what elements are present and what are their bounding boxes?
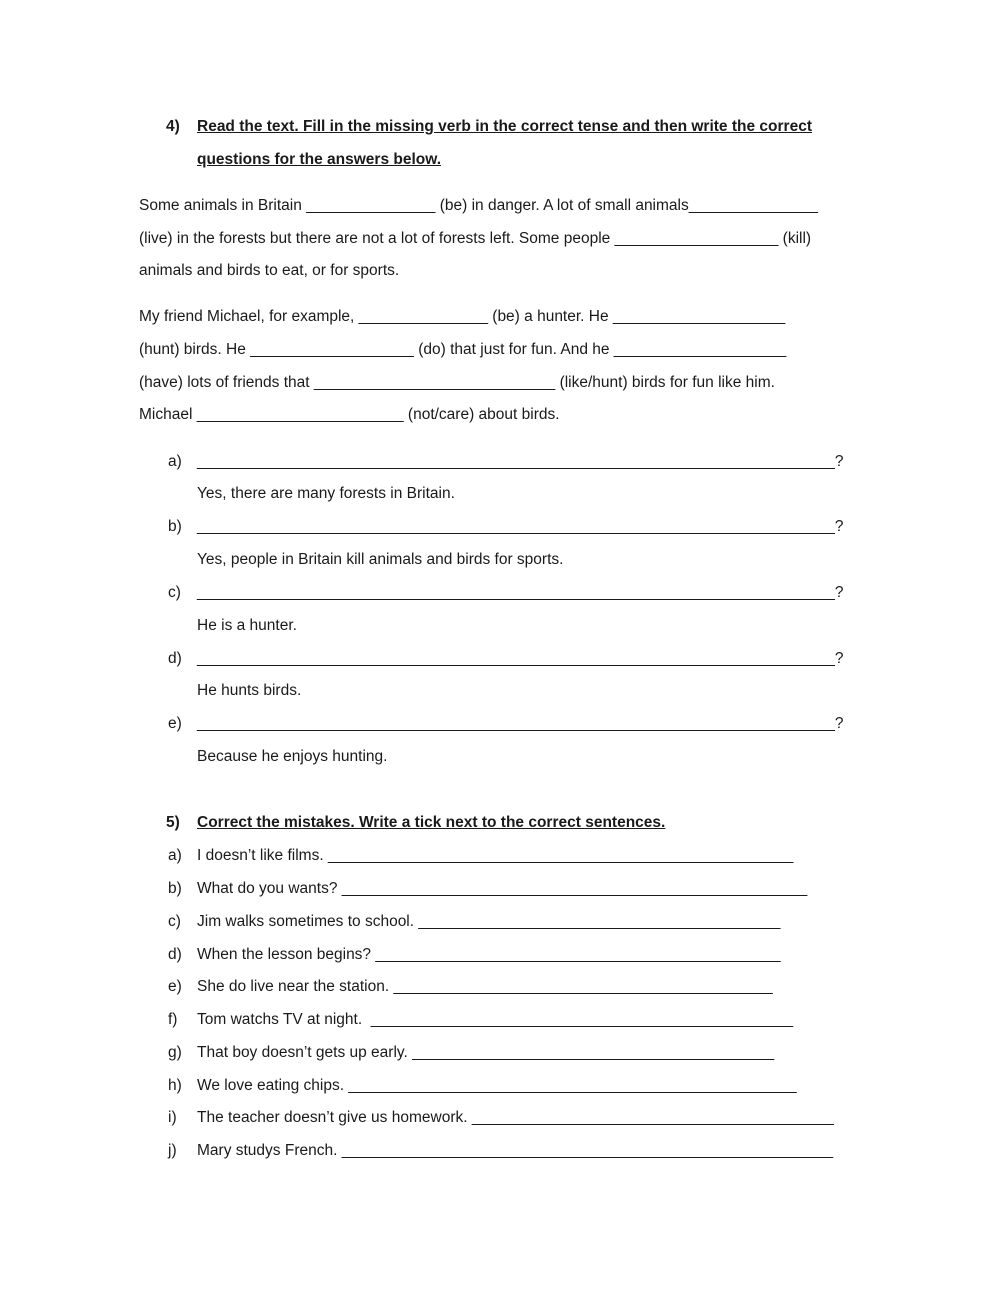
question-label: c) — [168, 584, 181, 601]
paragraph-2-line: (hunt) birds. He ___________________ (do) that just for fun. And he ____________________ — [139, 341, 787, 358]
question-answer-line[interactable]: __________________________________________________________________________? — [197, 715, 844, 732]
question-label: b) — [168, 518, 182, 535]
paragraph-1-line: Some animals in Britain _______________ (be) in danger. A lot of small animals_______________ — [139, 197, 819, 214]
question-answer-line[interactable]: __________________________________________________________________________? — [197, 650, 844, 667]
correction-item[interactable]: She do live near the station. ____________________________________________ — [197, 978, 773, 995]
item-label: g) — [168, 1044, 182, 1061]
given-answer: Because he enjoys hunting. — [197, 748, 388, 765]
item-label: f) — [168, 1011, 178, 1028]
item-label: j) — [168, 1142, 177, 1159]
paragraph-1-line: (live) in the forests but there are not a lot of forests left. Some people ___________________ (kill) — [139, 230, 812, 247]
question-answer-line[interactable]: __________________________________________________________________________? — [197, 453, 844, 470]
item-label: h) — [168, 1077, 182, 1094]
section-5-heading: Correct the mistakes. Write a tick next to the correct sentences. — [197, 814, 666, 831]
section-4-heading-line-1: Read the text. Fill in the missing verb in the correct tense and then write the correct — [197, 118, 812, 135]
paragraph-2-line: My friend Michael, for example, _______________ (be) a hunter. He ____________________ — [139, 308, 786, 325]
item-label: i) — [168, 1109, 177, 1126]
correction-item[interactable]: Mary studys French. _________________________________________________________ — [197, 1142, 834, 1159]
section-4-number: 4) — [166, 118, 180, 135]
question-label: d) — [168, 650, 182, 667]
correction-item[interactable]: Jim walks sometimes to school. __________________________________________ — [197, 913, 781, 930]
given-answer: He is a hunter. — [197, 617, 297, 634]
item-label: a) — [168, 847, 182, 864]
question-label: a) — [168, 453, 182, 470]
correction-item[interactable]: I doesn’t like films. ______________________________________________________ — [197, 847, 794, 864]
paragraph-1-line: animals and birds to eat, or for sports. — [139, 262, 400, 279]
correction-item[interactable]: Tom watchs TV at night. _________________________________________________ — [197, 1011, 794, 1028]
item-label: e) — [168, 978, 182, 995]
correction-item[interactable]: The teacher doesn’t give us homework. __________________________________________ — [197, 1109, 834, 1126]
question-answer-line[interactable]: __________________________________________________________________________? — [197, 518, 844, 535]
correction-item[interactable]: What do you wants? ______________________________________________________ — [197, 880, 808, 897]
given-answer: Yes, people in Britain kill animals and birds for sports. — [197, 551, 564, 568]
section-5-number: 5) — [166, 814, 180, 831]
correction-item[interactable]: When the lesson begins? _______________________________________________ — [197, 946, 781, 963]
correction-item[interactable]: We love eating chips. ____________________________________________________ — [197, 1077, 797, 1094]
paragraph-2-line: Michael ________________________ (not/care) about birds. — [139, 406, 560, 423]
correction-item[interactable]: That boy doesn’t gets up early. __________________________________________ — [197, 1044, 775, 1061]
given-answer: Yes, there are many forests in Britain. — [197, 485, 455, 502]
given-answer: He hunts birds. — [197, 682, 302, 699]
paragraph-2-line: (have) lots of friends that ____________________________ (like/hunt) birds for fun like him. — [139, 374, 775, 391]
question-label: e) — [168, 715, 182, 732]
item-label: b) — [168, 880, 182, 897]
item-label: c) — [168, 913, 181, 930]
section-4-heading-line-2: questions for the answers below. — [197, 151, 442, 168]
item-label: d) — [168, 946, 182, 963]
question-answer-line[interactable]: __________________________________________________________________________? — [197, 584, 844, 601]
